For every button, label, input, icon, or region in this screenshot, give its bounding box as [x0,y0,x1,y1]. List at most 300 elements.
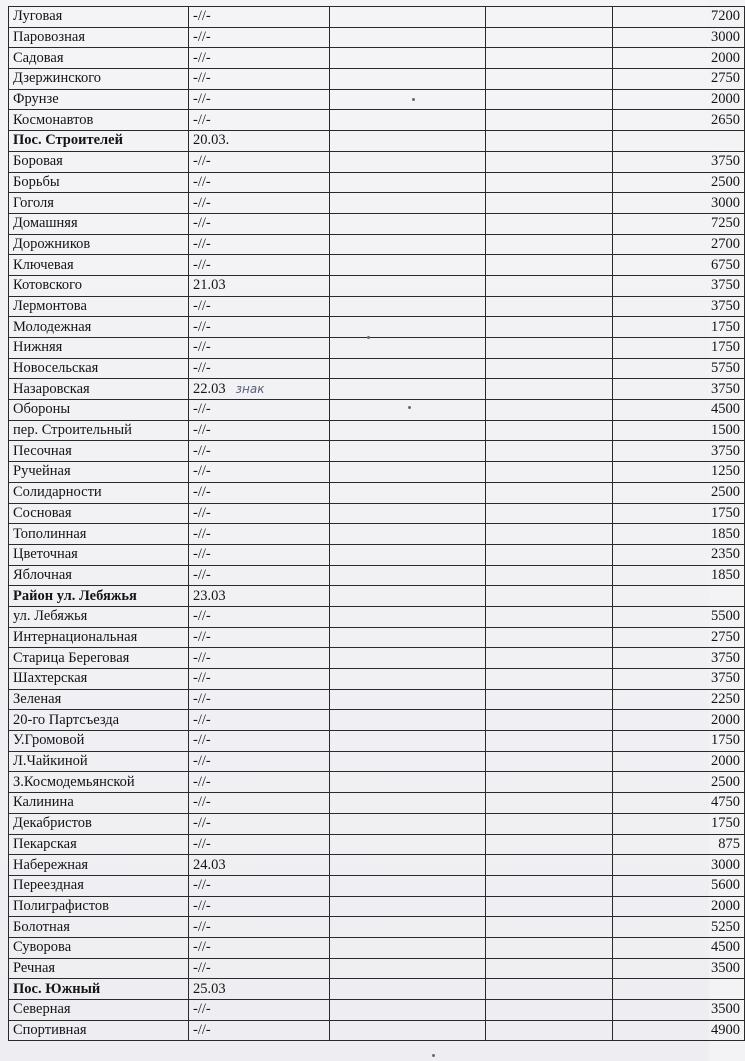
date-value: -//- [193,835,211,852]
street-name-cell: Котовского [9,275,189,296]
date-value: -//- [193,91,211,108]
empty-cell [330,751,486,772]
empty-cell [330,110,486,131]
date-cell [189,524,330,545]
date-cell [189,1000,330,1021]
street-name-cell: Назаровская [9,379,189,400]
empty-cell [330,875,486,896]
date-cell [189,27,330,48]
date-value: 25.03 [193,980,226,997]
date-value: -//- [193,49,211,66]
section-title-cell: Пос. Строителей [9,131,189,152]
table-row [9,482,745,503]
street-name-cell: Луговая [9,7,189,28]
amount-cell: 1750 [613,338,745,359]
empty-cell [330,48,486,69]
table-row [9,875,745,896]
amount-cell: 3500 [613,1000,745,1021]
street-name-cell: Садовая [9,48,189,69]
date-cell [189,7,330,28]
empty-cell [330,793,486,814]
street-name-cell: Старица Береговая [9,648,189,669]
street-name-cell: Суворова [9,937,189,958]
date-value: -//- [193,670,211,687]
table-row [9,400,745,421]
amount-cell: 4500 [613,937,745,958]
empty-cell [330,544,486,565]
date-value: -//- [193,546,211,563]
date-cell [189,855,330,876]
amount-cell [613,979,745,1000]
amount-cell: 1750 [613,317,745,338]
table-row [9,7,745,28]
street-name-cell: Обороны [9,400,189,421]
scan-speck [412,98,415,101]
street-name-cell: Космонавтов [9,110,189,131]
date-cell [189,586,330,607]
date-cell [189,296,330,317]
empty-cell [330,27,486,48]
amount-cell: 3500 [613,958,745,979]
amount-cell: 1750 [613,503,745,524]
date-value: 22.03 [193,380,226,397]
empty-cell [486,710,613,731]
amount-cell: 5250 [613,917,745,938]
table-row [9,544,745,565]
amount-cell: 2700 [613,234,745,255]
date-value: -//- [193,1022,211,1039]
amount-cell: 4750 [613,793,745,814]
empty-cell [330,296,486,317]
date-cell [189,689,330,710]
empty-cell [330,441,486,462]
date-value: -//- [193,194,211,211]
table-body [9,7,745,1041]
empty-cell [486,648,613,669]
street-name-cell: ул. Лебяжья [9,606,189,627]
date-cell [189,772,330,793]
scan-speck [432,1054,435,1057]
empty-cell [486,338,613,359]
amount-cell: 2000 [613,751,745,772]
table-row [9,710,745,731]
amount-cell: 875 [613,834,745,855]
table-row [9,772,745,793]
empty-cell [486,27,613,48]
empty-cell [486,462,613,483]
date-value: -//- [193,256,211,273]
date-value: -//- [193,463,211,480]
date-cell [189,338,330,359]
date-cell [189,979,330,1000]
date-value: -//- [193,360,211,377]
date-value: -//- [193,1001,211,1018]
empty-cell [486,213,613,234]
empty-cell [486,358,613,379]
date-cell [189,69,330,90]
empty-cell [486,834,613,855]
scan-speck [367,336,370,339]
street-name-cell: Солидарности [9,482,189,503]
empty-cell [486,813,613,834]
empty-cell [486,317,613,338]
empty-cell [330,482,486,503]
amount-cell: 2500 [613,172,745,193]
date-cell [189,565,330,586]
date-cell [189,441,330,462]
amount-cell: 2000 [613,48,745,69]
street-name-cell: Песочная [9,441,189,462]
table-row [9,813,745,834]
table-row [9,1000,745,1021]
amount-cell: 3750 [613,151,745,172]
empty-cell [486,751,613,772]
table-row [9,937,745,958]
date-value: -//- [193,877,211,894]
amount-cell: 1850 [613,524,745,545]
street-name-cell: Тополинная [9,524,189,545]
empty-cell [330,586,486,607]
empty-cell [330,420,486,441]
empty-cell [486,772,613,793]
handwritten-note: знак [235,381,265,396]
amount-cell: 7250 [613,213,745,234]
date-value: -//- [193,215,211,232]
section-title-cell: Пос. Южный [9,979,189,1000]
date-value: -//- [193,649,211,666]
empty-cell [330,7,486,28]
amount-cell: 2500 [613,772,745,793]
date-cell [189,213,330,234]
table-row [9,524,745,545]
empty-cell [330,69,486,90]
amount-cell: 3750 [613,669,745,690]
amount-cell [613,586,745,607]
street-name-cell: Зеленая [9,689,189,710]
empty-cell [486,172,613,193]
empty-cell [486,441,613,462]
empty-cell [330,131,486,152]
date-cell [189,1020,330,1041]
date-cell [189,917,330,938]
empty-cell [330,813,486,834]
table-row [9,793,745,814]
table-row [9,751,745,772]
empty-cell [486,151,613,172]
date-value: -//- [193,628,211,645]
date-cell [189,958,330,979]
street-name-cell: Ручейная [9,462,189,483]
empty-cell [330,89,486,110]
table-row [9,834,745,855]
amount-cell: 1500 [613,420,745,441]
date-cell [189,255,330,276]
empty-cell [486,937,613,958]
table-row [9,565,745,586]
date-cell [189,669,330,690]
table-row [9,648,745,669]
empty-cell [330,255,486,276]
date-cell [189,627,330,648]
amount-cell: 3000 [613,193,745,214]
section-row [9,586,745,607]
table-row [9,731,745,752]
date-value: -//- [193,401,211,418]
empty-cell [330,400,486,421]
street-name-cell: Борьбы [9,172,189,193]
date-value: -//- [193,29,211,46]
amount-cell: 7200 [613,7,745,28]
empty-cell [486,855,613,876]
date-value: -//- [193,339,211,356]
empty-cell [330,317,486,338]
amount-cell: 2000 [613,710,745,731]
empty-cell [486,7,613,28]
amount-cell: 3750 [613,648,745,669]
empty-cell [330,524,486,545]
empty-cell [330,937,486,958]
date-cell [189,110,330,131]
empty-cell [486,400,613,421]
amount-cell: 6750 [613,255,745,276]
amount-cell: 1750 [613,731,745,752]
empty-cell [330,565,486,586]
date-value: -//- [193,566,211,583]
empty-cell [486,275,613,296]
section-row [9,979,745,1000]
street-name-cell: Гоголя [9,193,189,214]
date-cell [189,358,330,379]
table-row [9,689,745,710]
empty-cell [330,855,486,876]
street-name-cell: Паровозная [9,27,189,48]
date-cell [189,48,330,69]
street-name-cell: Домашняя [9,213,189,234]
date-cell [189,317,330,338]
table-row [9,172,745,193]
scan-speck [408,406,411,409]
empty-cell [486,234,613,255]
empty-cell [330,172,486,193]
date-cell [189,544,330,565]
empty-cell [330,958,486,979]
date-value: -//- [193,484,211,501]
date-value: -//- [193,111,211,128]
amount-cell: 5750 [613,358,745,379]
empty-cell [486,1000,613,1021]
amount-cell: 3000 [613,855,745,876]
amount-cell: 2750 [613,627,745,648]
empty-cell [486,482,613,503]
empty-cell [486,524,613,545]
empty-cell [486,627,613,648]
street-name-cell: Речная [9,958,189,979]
street-name-cell: Сосновая [9,503,189,524]
street-name-cell: З.Космодемьянской [9,772,189,793]
empty-cell [486,296,613,317]
date-value: -//- [193,939,211,956]
street-name-cell: Фрунзе [9,89,189,110]
table-row [9,48,745,69]
date-value: 21.03 [193,277,226,294]
empty-cell [330,338,486,359]
amount-cell: 4900 [613,1020,745,1041]
empty-cell [330,627,486,648]
empty-cell [486,689,613,710]
table-row [9,958,745,979]
date-value: -//- [193,318,211,335]
date-cell [189,834,330,855]
street-name-cell: Молодежная [9,317,189,338]
table-row [9,669,745,690]
street-name-cell: Новосельская [9,358,189,379]
date-cell [189,275,330,296]
date-cell [189,503,330,524]
amount-cell: 2350 [613,544,745,565]
street-name-cell: Болотная [9,917,189,938]
street-name-cell: Интернациональная [9,627,189,648]
amount-cell: 3750 [613,275,745,296]
date-value: -//- [193,794,211,811]
empty-cell [330,193,486,214]
table-row [9,275,745,296]
amount-cell: 3000 [613,27,745,48]
table-row [9,110,745,131]
table-row [9,317,745,338]
date-value: -//- [193,8,211,25]
empty-cell [486,544,613,565]
date-cell [189,710,330,731]
table-row [9,69,745,90]
street-schedule-table [8,6,745,1041]
table-row [9,296,745,317]
date-cell [189,896,330,917]
empty-cell [330,689,486,710]
empty-cell [330,213,486,234]
amount-cell: 1850 [613,565,745,586]
street-name-cell: Калинина [9,793,189,814]
empty-cell [330,731,486,752]
empty-cell [486,565,613,586]
date-value: -//- [193,753,211,770]
empty-cell [486,131,613,152]
amount-cell [613,131,745,152]
street-name-cell: Набережная [9,855,189,876]
amount-cell: 2000 [613,89,745,110]
date-value: -//- [193,525,211,542]
date-value: -//- [193,959,211,976]
street-name-cell: Л.Чайкиной [9,751,189,772]
empty-cell [486,1020,613,1041]
date-value: -//- [193,297,211,314]
table-row [9,27,745,48]
street-name-cell: 20-го Партсъезда [9,710,189,731]
street-name-cell: Ключевая [9,255,189,276]
date-value: -//- [193,442,211,459]
table-row [9,358,745,379]
date-cell [189,606,330,627]
empty-cell [486,110,613,131]
street-name-cell: Боровая [9,151,189,172]
table-row [9,1020,745,1041]
empty-cell [330,1000,486,1021]
empty-cell [486,793,613,814]
street-name-cell: Дорожников [9,234,189,255]
empty-cell [330,275,486,296]
date-cell [189,379,330,400]
street-name-cell: Переездная [9,875,189,896]
empty-cell [330,234,486,255]
date-value: -//- [193,422,211,439]
empty-cell [330,834,486,855]
date-value: -//- [193,608,211,625]
date-value: 20.03. [193,132,230,149]
empty-cell [330,462,486,483]
table-row [9,151,745,172]
section-row [9,131,745,152]
date-cell [189,875,330,896]
date-value: 23.03 [193,587,226,604]
date-value: -//- [193,897,211,914]
empty-cell [330,979,486,1000]
amount-cell: 1250 [613,462,745,483]
date-cell [189,131,330,152]
empty-cell [486,503,613,524]
date-value: -//- [193,815,211,832]
date-value: -//- [193,70,211,87]
street-name-cell: Пекарская [9,834,189,855]
date-value: -//- [193,773,211,790]
amount-cell: 1750 [613,813,745,834]
empty-cell [330,151,486,172]
empty-cell [330,606,486,627]
amount-cell: 3750 [613,379,745,400]
table-row [9,606,745,627]
empty-cell [486,896,613,917]
table-row [9,627,745,648]
amount-cell: 2250 [613,689,745,710]
street-name-cell: Нижняя [9,338,189,359]
date-cell [189,482,330,503]
empty-cell [330,358,486,379]
empty-cell [330,503,486,524]
empty-cell [486,586,613,607]
date-cell [189,89,330,110]
street-name-cell: Лермонтова [9,296,189,317]
date-cell [189,793,330,814]
amount-cell: 3750 [613,296,745,317]
empty-cell [486,89,613,110]
amount-cell: 2500 [613,482,745,503]
empty-cell [330,648,486,669]
street-name-cell: Полиграфистов [9,896,189,917]
empty-cell [486,917,613,938]
empty-cell [330,379,486,400]
street-name-cell: Дзержинского [9,69,189,90]
table-row [9,503,745,524]
table-row [9,379,745,400]
table-row [9,855,745,876]
section-title-cell: Район ул. Лебяжья [9,586,189,607]
street-name-cell: Яблочная [9,565,189,586]
amount-cell: 2650 [613,110,745,131]
date-cell [189,400,330,421]
date-cell [189,937,330,958]
date-value: -//- [193,732,211,749]
date-cell [189,813,330,834]
empty-cell [330,896,486,917]
street-name-cell: Цветочная [9,544,189,565]
